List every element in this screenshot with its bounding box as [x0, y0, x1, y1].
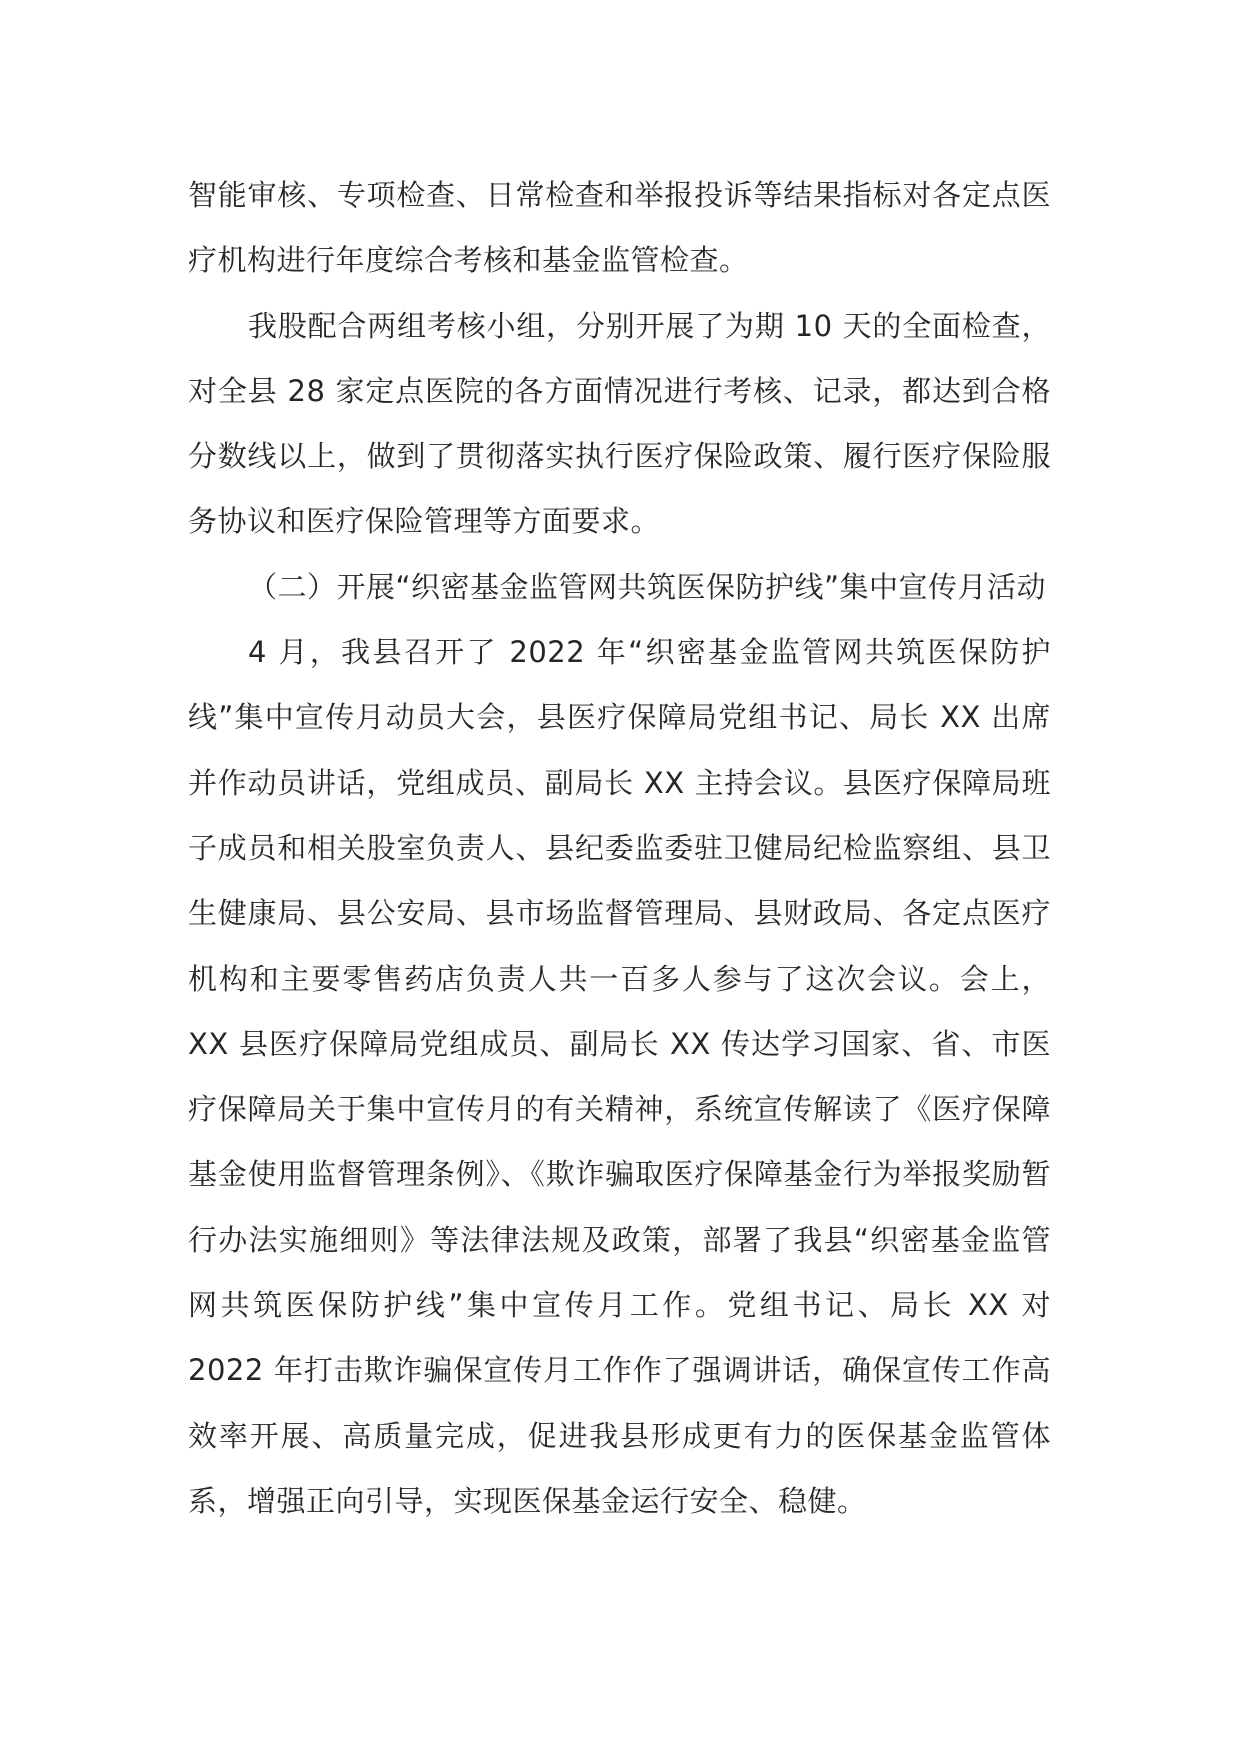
paragraph-mobilization-meeting: 4 月，我县召开了 2022 年“织密基金监管网共筑医保防护线”集中宣传月动员大会，县医疗保障局党组书记、局长 XX 出席并作动员讲话，党组成员、副局长 XX 主持会议。县医疗保障局班子成员和相关股室负责人、县纪委监委驻卫健局纪检监察组、县卫生健康局、县公安局、县市场监督管理局、县财政局、各定点医疗机构和主要零售药店负责人共一百多人参与了这次会议。会上，XX 县医疗保障局党组成员、副局长 XX 传达学习国家、省、市医疗保障局关于集中宣传月的有关精神，系统宣传解读了《医疗保障基金使用监督管理条例》、《欺诈骗取医疗保障基金行为举报奖励暂行办法实施细则》等法律法规及政策，部署了我县“织密基金监管网共筑医保防护线”集中宣传月工作。党组书记、局长 XX 对 2022 年打击欺诈骗保宣传月工作作了强调讲话，确保宣传工作高效率开展、高质量完成，促进我县形成更有力的医保基金监管体系，增强正向引导，实现医保基金运行安全、稳健。 [188, 635, 1051, 1518]
paragraph-review-criteria: 智能审核、专项检查、日常检查和举报投诉等结果指标对各定点医疗机构进行年度综合考核和基金监管检查。 [188, 178, 1051, 278]
section-heading-publicity-month: （二）开展“织密基金监管网共筑医保防护线”集中宣传月活动 [248, 569, 1047, 604]
paragraph-inspection-results: 我股配合两组考核小组，分别开展了为期 10 天的全面检查，对全县 28 家定点医院的各方面情况进行考核、记录，都达到合格分数线以上，做到了贯彻落实执行医疗保险政策、履行医疗保险服务协议和医疗保险管理等方面要求。 [188, 308, 1051, 539]
document-body [188, 163, 1051, 1534]
